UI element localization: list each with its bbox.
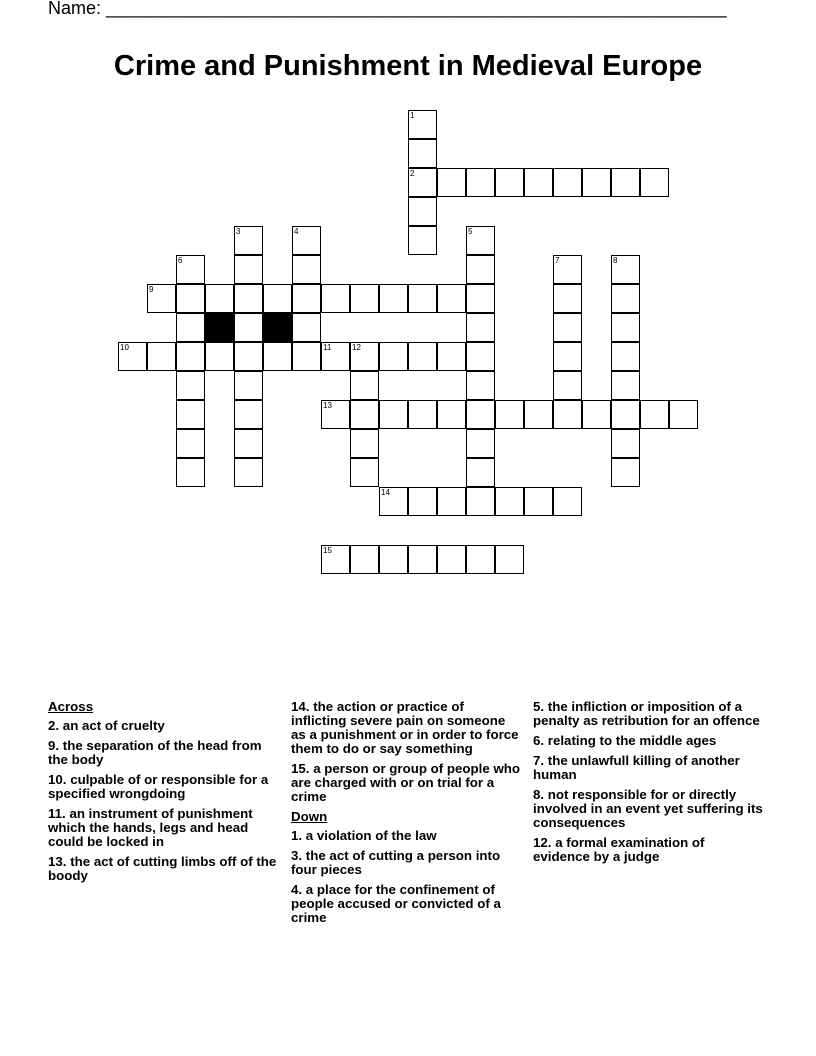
grid-cell[interactable] [437,342,466,371]
grid-cell[interactable] [437,487,466,516]
grid-cell[interactable] [466,255,495,284]
grid-cell[interactable] [234,400,263,429]
grid-cell[interactable] [611,313,640,342]
grid-cell[interactable] [350,371,379,400]
grid-cell[interactable] [669,400,698,429]
grid-cell[interactable] [234,342,263,371]
grid-cell[interactable] [176,371,205,400]
grid-cell[interactable] [553,487,582,516]
down-clue-3: 3. the act of cutting a person into four pieces [291,848,501,877]
grid-cell[interactable] [292,313,321,342]
down-clue-4: 4. a place for the confinement of people accused or convicted of a crime [291,882,501,925]
name-field[interactable]: Name: ______________________________________________________________ [48,0,727,18]
grid-cell[interactable] [466,313,495,342]
grid-cell[interactable] [292,284,321,313]
grid-cell[interactable] [176,458,205,487]
grid-cell[interactable] [640,400,669,429]
grid-cell[interactable] [321,284,350,313]
grid-cell[interactable] [466,400,495,429]
across-clue-10: 10. culpable of or responsible for a specified wrongdoing [48,772,269,801]
grid-cell[interactable] [408,168,437,197]
grid-cell[interactable] [611,400,640,429]
grid-cell[interactable] [292,342,321,371]
grid-cell[interactable] [176,255,205,284]
grid-cell[interactable] [495,487,524,516]
grid-cell[interactable] [234,255,263,284]
down-clue-12: 12. a formal examination of evidence by a judge [533,835,705,864]
grid-cell[interactable] [466,487,495,516]
across-heading: Across [48,699,94,714]
grid-cell[interactable] [495,168,524,197]
down-clue-8: 8. not responsible for or directly involved in an event yet suffering its consequences [533,787,763,830]
grid-cell[interactable] [350,458,379,487]
grid-cell[interactable] [611,168,640,197]
grid-cell[interactable] [408,342,437,371]
grid-cell[interactable] [350,429,379,458]
grid-cell[interactable] [234,458,263,487]
grid-cell[interactable] [466,342,495,371]
across-clue-14: 14. the action or practice of inflicting severe pain on someone as a punishment or in order to force them to do or say something [291,699,519,756]
clue-number: 4 [294,227,299,236]
grid-cell[interactable] [176,342,205,371]
grid-cell[interactable] [466,458,495,487]
clue-number: 3 [236,227,241,236]
grid-cell[interactable] [147,342,176,371]
grid-cell[interactable] [582,168,611,197]
clue-number: 12 [352,343,361,352]
clue-number: 2 [410,169,415,178]
across-clue-9: 9. the separation of the head from the body [48,738,262,767]
grid-cell[interactable] [437,400,466,429]
grid-cell[interactable] [263,284,292,313]
grid-cell[interactable] [292,255,321,284]
grid-cell[interactable] [611,255,640,284]
grid-cell[interactable] [495,545,524,574]
grid-cell[interactable] [379,342,408,371]
grid-cell[interactable] [466,545,495,574]
grid-cell[interactable] [408,110,437,139]
grid-cell[interactable] [408,284,437,313]
grid-cell[interactable] [234,371,263,400]
grid-cell[interactable] [553,284,582,313]
grid-cell[interactable] [234,429,263,458]
grid-cell[interactable] [553,313,582,342]
grid-cell[interactable] [437,168,466,197]
grid-cell[interactable] [263,342,292,371]
grid-cell[interactable] [205,284,234,313]
grid-cell[interactable] [321,545,350,574]
grid-cell[interactable] [466,168,495,197]
across-clue-15: 15. a person or group of people who are charged with or on trial for a crime [291,761,521,804]
down-clue-5: 5. the infliction or imposition of a penalty as retribution for an offence [533,699,760,728]
grid-cell[interactable] [466,226,495,255]
grid-cell[interactable] [176,400,205,429]
clue-number: 15 [323,546,332,555]
clue-number: 13 [323,401,332,410]
clue-number: 9 [149,285,154,294]
clue-column-2 [291,700,523,931]
grid-cell[interactable] [408,545,437,574]
grid-cell[interactable] [553,255,582,284]
grid-cell[interactable] [582,400,611,429]
down-clue-1: 1. a violation of the law [291,828,437,843]
grid-cell[interactable] [640,168,669,197]
grid-cell[interactable] [176,284,205,313]
grid-cell[interactable] [466,429,495,458]
grid-cell[interactable] [350,545,379,574]
grid-cell[interactable] [176,313,205,342]
grid-cell[interactable] [553,342,582,371]
grid-cell[interactable] [176,429,205,458]
grid-cell[interactable] [466,371,495,400]
grid-cell[interactable] [553,371,582,400]
clue-column-3 [533,700,765,870]
grid-cell[interactable] [321,342,350,371]
grid-cell[interactable] [524,168,553,197]
across-clue-11: 11. an instrument of punishment which the hands, legs and head could be locked in [48,806,253,849]
grid-cell[interactable] [466,284,495,313]
grid-cell[interactable] [408,139,437,168]
down-clue-7: 7. the unlawfull killing of another human [533,753,740,782]
down-heading: Down [291,809,328,824]
grid-cell[interactable] [437,284,466,313]
page-title: Crime and Punishment in Medieval Europe [113,50,703,82]
grid-cell[interactable] [408,400,437,429]
grid-cell[interactable] [234,284,263,313]
clue-number: 11 [323,343,332,352]
clue-number: 1 [410,111,415,120]
grid-cell[interactable] [611,342,640,371]
grid-cell[interactable] [379,545,408,574]
grid-cell[interactable] [350,400,379,429]
across-clue-2: 2. an act of cruelty [48,718,165,733]
across-clue-13: 13. the act of cutting limbs off of the boody [48,854,277,883]
grid-cell[interactable] [408,197,437,226]
clue-number: 8 [613,256,618,265]
grid-cell[interactable] [321,400,350,429]
grid-cell[interactable] [437,545,466,574]
down-clue-6: 6. relating to the middle ages [533,733,717,748]
clue-number: 6 [178,256,183,265]
grid-cell[interactable] [524,400,553,429]
grid-cell[interactable] [611,458,640,487]
grid-cell[interactable] [379,284,408,313]
grid-cell[interactable] [611,284,640,313]
grid-cell[interactable] [553,400,582,429]
grid-cell[interactable] [234,226,263,255]
grid-cell[interactable] [408,226,437,255]
grid-cell[interactable] [118,342,147,371]
clue-column-1 [48,700,280,889]
grid-cell[interactable] [553,168,582,197]
grid-cell[interactable] [379,400,408,429]
grid-cell[interactable] [611,371,640,400]
clue-number: 14 [381,488,390,497]
black-cell [205,313,234,342]
grid-cell[interactable] [350,284,379,313]
clue-number: 10 [120,343,129,352]
grid-cell[interactable] [524,487,553,516]
grid-cell[interactable] [350,342,379,371]
clue-number: 7 [555,256,560,265]
grid-cell[interactable] [234,313,263,342]
grid-cell[interactable] [292,226,321,255]
grid-cell[interactable] [147,284,176,313]
grid-cell[interactable] [495,400,524,429]
black-cell [263,313,292,342]
clue-number: 5 [468,227,473,236]
grid-cell[interactable] [379,487,408,516]
grid-cell[interactable] [205,342,234,371]
grid-cell[interactable] [408,487,437,516]
grid-cell[interactable] [611,429,640,458]
